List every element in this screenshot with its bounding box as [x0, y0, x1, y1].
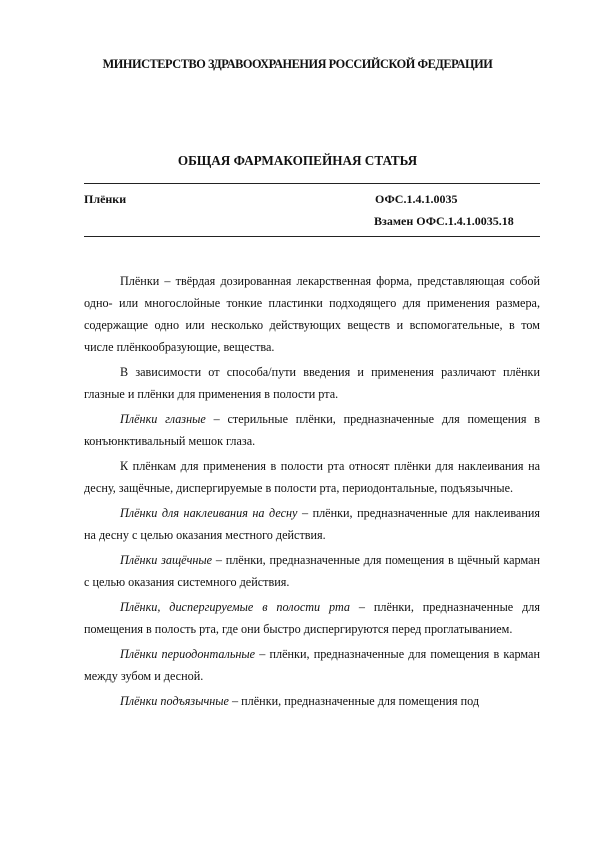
paragraph-term: Плёнки периодонтальные — [120, 647, 256, 661]
paragraph-text: К плёнкам для применения в полости рта относят плёнки для наклеивания на десну, защёчные, диспергируемые в полости рта, периодонтальные, подъязычные. — [84, 459, 540, 495]
paragraph — [84, 455, 540, 499]
paragraph-text: – плёнки, предназначенные для помещения в щёчный карман с целью оказания системного действия. — [84, 553, 541, 589]
paragraph — [84, 408, 540, 452]
ministry-title: МИНИСТЕРСТВО ЗДРАВООХРАНЕНИЯ РОССИЙСКОЙ ФЕДЕРАЦИИ — [102, 57, 493, 71]
paragraph — [84, 596, 540, 640]
document-replaces: Взамен ОФС.1.4.1.0035.18 — [374, 214, 514, 228]
document-type-title: ОБЩАЯ ФАРМАКОПЕЙНАЯ СТАТЬЯ — [177, 153, 418, 168]
paragraph-text: Плёнки – твёрдая дозированная лекарственная форма, представляющая собой одно- или многослойные тонкие пластинки подходящего для применения размера, содержащие одно или несколько действующих веществ и вспомогательные, в том числе плёнкообразующие, вещества. — [84, 274, 540, 354]
divider-bottom — [84, 236, 540, 237]
document-body — [84, 270, 540, 715]
paragraph-term: Плёнки для наклеивания на десну — [120, 506, 298, 520]
document-code: ОФС.1.4.1.0035 — [375, 192, 458, 206]
paragraph-text: – стерильные плёнки, предназначенные для помещения в конъюнктивальный мешок глаза. — [84, 412, 541, 448]
paragraph — [84, 643, 540, 687]
paragraph-text: – плёнки, предназначенные для помещения в карман между зубом и десной. — [84, 647, 540, 683]
paragraph-text: – плёнки, предназначенные для помещения в полость рта, где они быстро диспергируются перед проглатыванием. — [84, 600, 540, 636]
document-subject: Плёнки — [84, 192, 127, 206]
paragraph — [84, 361, 540, 405]
paragraph-text: В зависимости от способа/пути введения и применения различают плёнки глазные и плёнки для применения в полости рта. — [84, 365, 540, 401]
paragraph — [84, 270, 540, 358]
paragraph — [84, 549, 540, 593]
paragraph-term: Плёнки защёчные — [120, 553, 213, 567]
paragraph — [84, 690, 540, 712]
paragraph — [84, 502, 540, 546]
paragraph-text: – плёнки, предназначенные для наклеивания на десну с целью оказания местного действия. — [84, 506, 540, 542]
paragraph-term: Плёнки глазные — [120, 412, 206, 426]
divider-top — [84, 183, 540, 184]
paragraph-term: Плёнки подъязычные — [120, 694, 229, 708]
paragraph-text: – плёнки, предназначенные для помещения под — [228, 694, 480, 708]
paragraph-term: Плёнки, диспергируемые в полости рта — [120, 600, 350, 614]
